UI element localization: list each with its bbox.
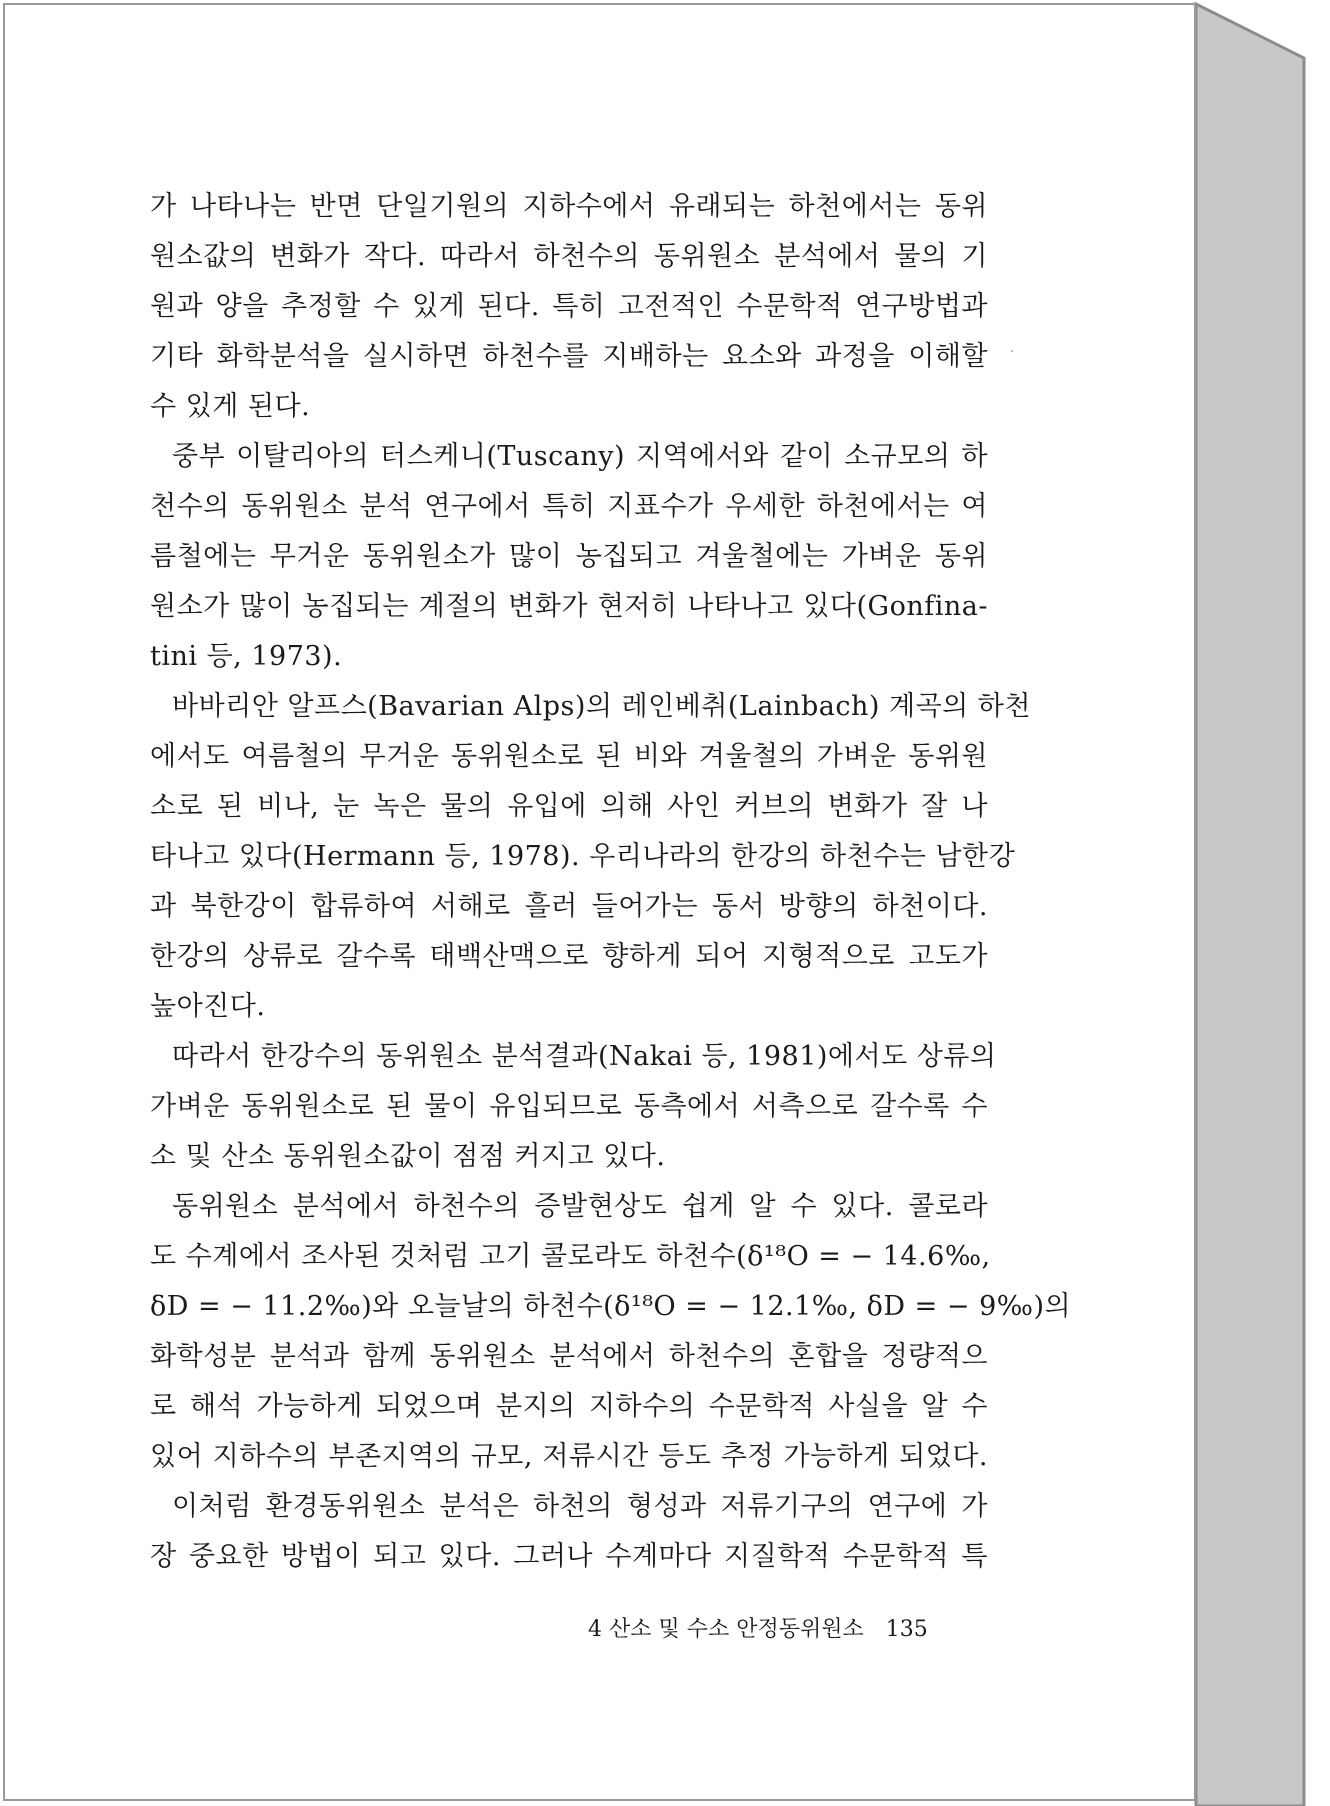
- text-line: 화학성분 분석과 함께 동위원소 분석에서 하천수의 혼합을 정량적으: [150, 1341, 988, 1372]
- text-line: 로 해석 가능하게 되었으며 분지의 지하수의 수문학적 사실을 알 수: [150, 1391, 988, 1422]
- body-text: [150, 182, 1072, 1582]
- text-line: 도 수계에서 조사된 것처럼 고기 콜로라도 하천수(δ¹⁸O = − 14.6‰,: [150, 1241, 991, 1272]
- text-line: 가벼운 동위원소로 된 물이 유입되므로 동측에서 서측으로 갈수록 수: [150, 1091, 988, 1122]
- text-line: 이처럼 환경동위원소 분석은 하천의 형성과 저류기구의 연구에 가: [172, 1491, 988, 1522]
- text-line: 름철에는 무거운 동위원소가 많이 농집되고 겨울철에는 가벼운 동위: [150, 541, 988, 572]
- text-line: 원소값의 변화가 작다. 따라서 하천수의 동위원소 분석에서 물의 기: [150, 241, 988, 272]
- text-line: 높아진다.: [150, 991, 266, 1022]
- text-line: 수 있게 된다.: [150, 391, 311, 422]
- text-line: 에서도 여름철의 무거운 동위원소로 된 비와 겨울철의 가벼운 동위원: [150, 741, 988, 772]
- text-line: 동위원소 분석에서 하천수의 증발현상도 쉽게 알 수 있다. 콜로라: [172, 1191, 988, 1222]
- text-line: 소로 된 비나, 눈 녹은 물의 유입에 의해 사인 커브의 변화가 잘 나: [150, 791, 988, 822]
- text-line: 따라서 한강수의 동위원소 분석결과(Nakai 등, 1981)에서도 상류의: [172, 1041, 997, 1072]
- text-line: 중부 이탈리아의 터스케니(Tuscany) 지역에서와 같이 소규모의 하: [172, 441, 988, 472]
- text-line: 한강의 상류로 갈수록 태백산맥으로 향하게 되어 지형적으로 고도가: [150, 941, 988, 972]
- text-line: δD = − 11.2‰)와 오늘날의 하천수(δ¹⁸O = − 12.1‰, δD = − 9‰)의: [150, 1291, 1072, 1322]
- text-line: 원과 양을 추정할 수 있게 된다. 특히 고전적인 수문학적 연구방법과: [150, 291, 988, 322]
- text-line: 있어 지하수의 부존지역의 규모, 저류시간 등도 추정 가능하게 되었다.: [150, 1441, 988, 1472]
- page-number: 135: [885, 1617, 928, 1642]
- text-line: 장 중요한 방법이 되고 있다. 그러나 수계마다 지질학적 수문학적 특: [150, 1541, 988, 1572]
- text-line: 가 나타나는 반면 단일기원의 지하수에서 유래되는 하천에서는 동위: [150, 191, 988, 222]
- text-line: 바바리안 알프스(Bavarian Alps)의 레인베취(Lainbach) 계곡의 하천: [172, 691, 1031, 722]
- running-footer: [588, 1612, 928, 1643]
- text-line: 과 북한강이 합류하여 서해로 흘러 들어가는 동서 방향의 하천이다.: [150, 891, 988, 922]
- scan-speck: [1011, 350, 1013, 352]
- text-line: 타나고 있다(Hermann 등, 1978). 우리나라의 한강의 하천수는 남한강: [150, 841, 1016, 872]
- text-line: 기타 화학분석을 실시하면 하천수를 지배하는 요소와 과정을 이해할: [150, 341, 988, 372]
- text-line: 원소가 많이 농집되는 계절의 변화가 현저히 나타나고 있다(Gonfina-: [150, 591, 988, 622]
- text-line: 천수의 동위원소 분석 연구에서 특히 지표수가 우세한 하천에서는 여: [150, 491, 988, 522]
- footer-chapter-title: 4 산소 및 수소 안정동위원소: [588, 1617, 864, 1642]
- text-line: 소 및 산소 동위원소값이 점점 커지고 있다.: [150, 1141, 666, 1172]
- text-line: tini 등, 1973).: [150, 641, 343, 672]
